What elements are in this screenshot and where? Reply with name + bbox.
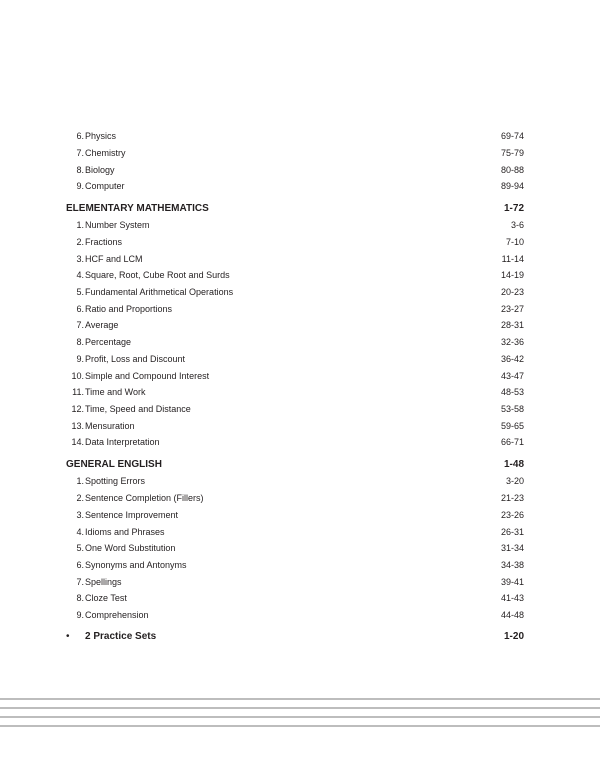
toc-entry	[66, 334, 526, 350]
entry-title: HCF and LCM	[85, 254, 143, 264]
entry-pages: 36-42	[500, 354, 524, 364]
entry-number: 9.	[76, 181, 84, 191]
entry-title: Ratio and Proportions	[85, 304, 173, 314]
toc-entry	[66, 368, 526, 384]
entry-number: 3.	[76, 510, 84, 520]
entry-number: 2.	[76, 493, 84, 503]
entry-number: 1.	[76, 220, 84, 230]
section-title: ELEMENTARY MATHEMATICS	[66, 203, 209, 214]
entry-pages: 32-36	[500, 337, 524, 347]
entry-title: Profit, Loss and Discount	[85, 354, 186, 364]
toc-entry	[66, 524, 526, 540]
section-title: GENERAL ENGLISH	[66, 459, 162, 470]
entry-title: Average	[85, 320, 119, 330]
toc-entry	[66, 178, 526, 194]
section-heading-math	[66, 200, 526, 218]
toc-entry	[66, 473, 526, 489]
entry-number: 8.	[76, 165, 84, 175]
entry-pages: 3-20	[505, 476, 524, 486]
entry-title: Spotting Errors	[85, 476, 146, 486]
footer-rule	[0, 707, 600, 709]
entry-title: Mensuration	[85, 421, 135, 431]
entry-pages: 23-26	[500, 510, 524, 520]
toc-entry	[66, 418, 526, 434]
entry-title: Biology	[85, 165, 115, 175]
entry-number: 5.	[76, 543, 84, 553]
entry-title: Chemistry	[85, 148, 126, 158]
entry-number: 7.	[76, 577, 84, 587]
section-heading-english	[66, 456, 526, 474]
toc-entry	[66, 401, 526, 417]
entry-pages: 20-23	[500, 287, 524, 297]
toc-entry	[66, 490, 526, 506]
entry-pages: 80-88	[500, 165, 524, 175]
entry-number: 3.	[76, 254, 84, 264]
entry-number: 4.	[76, 527, 84, 537]
entry-number: 4.	[76, 270, 84, 280]
footer-rule	[0, 698, 600, 700]
toc-entry	[66, 128, 526, 144]
entry-title: Physics	[85, 131, 117, 141]
entry-number: 1.	[76, 476, 84, 486]
entry-number: 6.	[76, 304, 84, 314]
entry-number: 7.	[76, 148, 84, 158]
entry-pages: 43-47	[500, 371, 524, 381]
entry-title: Simple and Compound Interest	[85, 371, 210, 381]
entry-title: Fractions	[85, 237, 123, 247]
toc-entry	[66, 574, 526, 590]
section-pages: 1-72	[503, 203, 524, 214]
entry-number: 14.	[71, 437, 84, 447]
entry-title: Synonyms and Antonyms	[85, 560, 187, 570]
section-pages: 1-48	[503, 459, 524, 470]
toc-entry	[66, 217, 526, 233]
entry-number: 11.	[72, 387, 84, 397]
entry-number: 5.	[76, 287, 84, 297]
entry-title: Comprehension	[85, 610, 149, 620]
toc-entry	[66, 540, 526, 556]
entry-pages: 34-38	[500, 560, 524, 570]
entry-number: 10.	[71, 371, 84, 381]
toc-entry	[66, 607, 526, 623]
entry-title: Cloze Test	[85, 593, 127, 603]
entry-pages: 21-23	[500, 493, 524, 503]
entry-title: Time, Speed and Distance	[85, 404, 191, 414]
entry-pages: 7-10	[505, 237, 524, 247]
entry-title: Idioms and Phrases	[85, 527, 165, 537]
entry-pages: 14-19	[500, 270, 524, 280]
footer-rule	[0, 725, 600, 727]
entry-number: 2.	[76, 237, 84, 247]
entry-title: Number System	[85, 220, 150, 230]
entry-title: Percentage	[85, 337, 132, 347]
toc-entry	[66, 590, 526, 606]
entry-pages: 23-27	[500, 304, 524, 314]
entry-pages: 31-34	[500, 543, 524, 553]
entry-number: 8.	[76, 593, 84, 603]
entry-pages: 48-53	[500, 387, 524, 397]
toc-entry	[66, 145, 526, 161]
entry-pages: 89-94	[500, 181, 524, 191]
entry-pages: 75-79	[500, 148, 524, 158]
entry-pages: 59-65	[500, 421, 524, 431]
entry-title: Computer	[85, 181, 125, 191]
entry-title: One Word Substitution	[85, 543, 176, 553]
entry-pages: 1-20	[503, 631, 524, 642]
entry-number: 9.	[76, 354, 84, 364]
entry-number: 8.	[76, 337, 84, 347]
entry-number: 7.	[76, 320, 84, 330]
toc-entry	[66, 284, 526, 300]
entry-number: 12.	[71, 404, 84, 414]
entry-number: 6.	[76, 131, 84, 141]
entry-title: Square, Root, Cube Root and Surds	[85, 270, 230, 280]
entry-pages: 53-58	[500, 404, 524, 414]
entry-title: Data Interpretation	[85, 437, 160, 447]
toc-entry	[66, 234, 526, 250]
entry-title: Fundamental Arithmetical Operations	[85, 287, 234, 297]
toc-entry	[66, 384, 526, 400]
toc-entry	[66, 434, 526, 450]
footer-rule	[0, 716, 600, 718]
entry-title: Spellings	[85, 577, 122, 587]
toc-entry	[66, 251, 526, 267]
entry-title: Sentence Completion (Fillers)	[85, 493, 204, 503]
entry-pages: 66-71	[500, 437, 524, 447]
toc-entry	[66, 351, 526, 367]
entry-pages: 11-14	[501, 254, 524, 264]
toc-entry	[66, 507, 526, 523]
entry-pages: 28-31	[500, 320, 524, 330]
entry-pages: 69-74	[500, 131, 524, 141]
entry-title: Sentence Improvement	[85, 510, 179, 520]
entry-pages: 44-48	[500, 610, 524, 620]
bullet-icon: •	[66, 631, 70, 642]
entry-pages: 41-43	[500, 593, 524, 603]
entry-title: Time and Work	[85, 387, 146, 397]
entry-pages: 39-41	[500, 577, 524, 587]
toc-entry	[66, 557, 526, 573]
toc-entry	[66, 317, 526, 333]
entry-title: 2 Practice Sets	[85, 631, 157, 642]
entry-pages: 3-6	[510, 220, 524, 230]
entry-pages: 26-31	[500, 527, 524, 537]
entry-number: 13.	[71, 421, 84, 431]
entry-number: 9.	[76, 610, 84, 620]
toc-entry	[66, 162, 526, 178]
practice-sets-entry	[66, 628, 526, 646]
entry-number: 6.	[76, 560, 84, 570]
toc-entry	[66, 301, 526, 317]
toc-entry	[66, 267, 526, 283]
